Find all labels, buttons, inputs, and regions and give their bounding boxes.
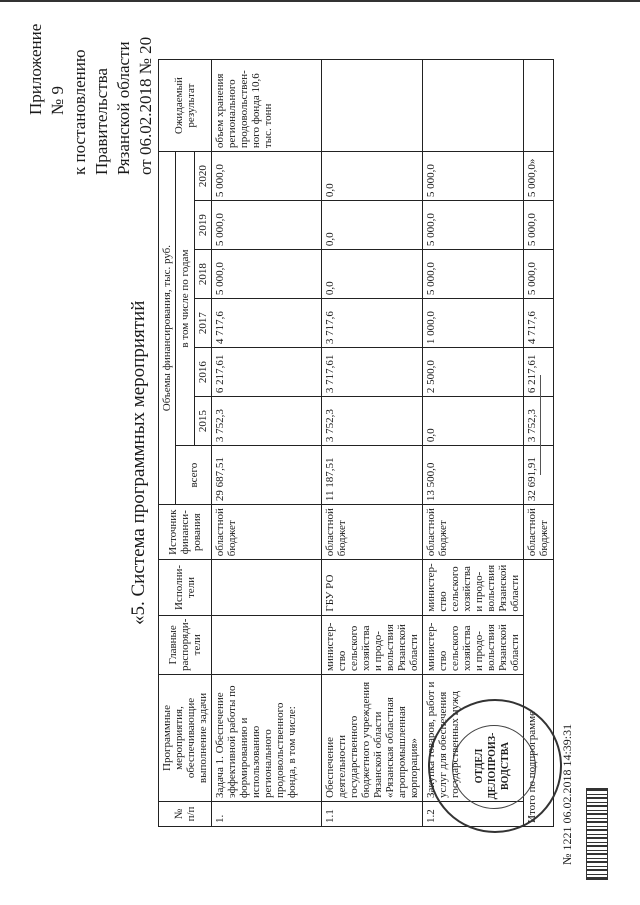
- total-result: [524, 60, 554, 152]
- header-year: 2019: [195, 201, 212, 250]
- row-num: 1.2: [423, 802, 524, 827]
- row-result: [322, 60, 423, 152]
- appendix-number: Приложение № 9: [26, 23, 67, 115]
- header-managers: Главные распоряди-тели: [159, 615, 212, 674]
- row-executor: министер-ство сельского хозяйства и продо-вольствия Рязанской области: [423, 560, 524, 615]
- row-value: 5 000,0: [423, 152, 524, 201]
- row-value: 5 000,0: [423, 250, 524, 299]
- row-name: Задача 1. Обеспечение эффективной работы по формированию и использованию регионального продовольственного фонда, в том числе:: [212, 675, 322, 802]
- row-value: 2 500,0: [423, 348, 524, 397]
- table-row: [322, 60, 423, 827]
- appendix-date: от 06.02.2018 № 20: [136, 36, 155, 175]
- header-year: 2020: [195, 152, 212, 201]
- header-finance: Объемы финансирования, тыс. руб.: [159, 152, 176, 505]
- total-year-value: 4 717,6: [524, 299, 554, 348]
- row-executor: [212, 560, 322, 615]
- total-year-value: 5 000,0: [524, 250, 554, 299]
- seal-line: ОТДЕЛ: [474, 748, 485, 784]
- seal-line: ДЕЛОПРОИЗ-: [487, 732, 498, 800]
- total-year-value: 5 000,0: [524, 201, 554, 250]
- section-heading: «5. Система программных мероприятий: [128, 300, 149, 625]
- row-total: 11 187,51: [322, 446, 423, 505]
- row-name: Обеспечение деятельности государственного бюджетного учреждения Рязанской области «Рязанская областная агропромышленная корпорация»: [322, 675, 423, 802]
- separator-line: [540, 375, 541, 475]
- appendix-reference: к постановлению Правительства: [70, 49, 111, 175]
- row-source: областной бюджет: [322, 505, 423, 560]
- row-value: 1 000,0: [423, 299, 524, 348]
- official-seal: [428, 699, 562, 833]
- row-value: 3 752,3: [212, 397, 322, 446]
- header-program: Программные мероприятия, обеспечивающие выполнение задачи: [159, 675, 212, 802]
- registration-stamp: № 1221 06.02.2018 14:39:31: [560, 723, 574, 865]
- appendix-header: [25, 15, 157, 175]
- header-byyear: в том числе по годам: [176, 152, 195, 446]
- row-num: 1.: [212, 802, 322, 827]
- row-executor: ГБУ РО: [322, 560, 423, 615]
- header-source: Источник финанси-рования: [159, 505, 212, 560]
- total-year-value: 6 217,61: [524, 348, 554, 397]
- row-source: областной бюджет: [212, 505, 322, 560]
- row-value: 3 752,3: [322, 397, 423, 446]
- header-year: 2018: [195, 250, 212, 299]
- table-header-row: [159, 60, 176, 827]
- header-result: Ожидаемый результат: [159, 60, 212, 152]
- row-value: 6 217,61: [212, 348, 322, 397]
- row-value: 0,0: [423, 397, 524, 446]
- row-value: 3 717,61: [322, 348, 423, 397]
- total-value: 32 691,91: [524, 446, 554, 505]
- row-value: 0,0: [322, 152, 423, 201]
- row-result: объем хранения регионального продовольствен-ного фонда 10,6 тыс. тонн: [212, 60, 322, 152]
- row-value: 5 000,0: [212, 250, 322, 299]
- header-year: 2016: [195, 348, 212, 397]
- header-year: 2015: [195, 397, 212, 446]
- row-value: 5 000,0: [212, 201, 322, 250]
- total-label: Итого по подпрограмме: [524, 560, 554, 827]
- row-value: 5 000,0: [212, 152, 322, 201]
- seal-line: ВОДСТВА: [500, 742, 511, 790]
- row-total: 29 687,51: [212, 446, 322, 505]
- total-year-value: 5 000,0»: [524, 152, 554, 201]
- total-source: областной бюджет: [524, 505, 554, 560]
- table-row: [212, 60, 322, 827]
- row-manager: [212, 615, 322, 674]
- row-manager: министер-ство сельского хозяйства и продо-вольствия Рязанской области: [423, 615, 524, 674]
- row-result: [423, 60, 524, 152]
- header-num: № п/п: [159, 802, 212, 827]
- total-year-value: 3 752,3: [524, 397, 554, 446]
- row-num: 1.1: [322, 802, 423, 827]
- row-total: 13 500,0: [423, 446, 524, 505]
- row-manager: министер-ство сельского хозяйства и продо-вольствия Рязанской области: [322, 615, 423, 674]
- row-name: Закупка товаров, работ и услуг для обеспечения государственных нужд: [423, 675, 524, 802]
- barcode-icon: [586, 788, 608, 880]
- header-year: 2017: [195, 299, 212, 348]
- row-value: 0,0: [322, 250, 423, 299]
- row-value: 0,0: [322, 201, 423, 250]
- header-executors: Исполни-тели: [159, 560, 212, 615]
- row-value: 5 000,0: [423, 201, 524, 250]
- row-source: областной бюджет: [423, 505, 524, 560]
- appendix-region: Рязанской области: [114, 41, 133, 175]
- header-total: всего: [176, 446, 212, 505]
- row-value: 3 717,6: [322, 299, 423, 348]
- row-value: 4 717,6: [212, 299, 322, 348]
